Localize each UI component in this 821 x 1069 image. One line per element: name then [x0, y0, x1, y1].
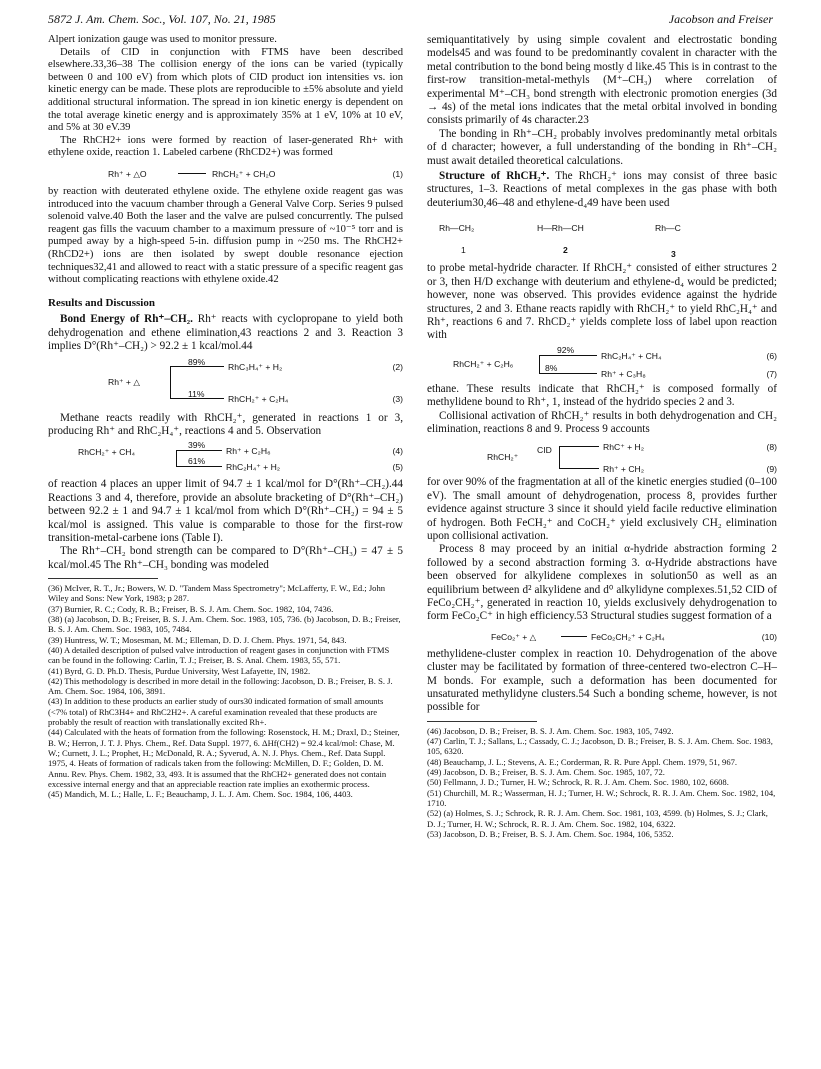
- paragraph: Rh⁺ reacts with cyclopropane to yield both dehydrogenation and ethene elimination,43 reactions 2 and 3. Reaction 3 implies D°(Rh⁺–CH₂) > 92.2 ± 1 kcal/mol.44: [48, 313, 403, 353]
- paragraph: ethane. These results indicate that RhCH₂⁺ is composed formally of methylidene bound to Rh⁺, 1, instead of the hydrido species 2 and 3.: [427, 382, 777, 409]
- equation-4-5: [48, 438, 403, 478]
- footnote: (38) (a) Jacobson, D. B.; Freiser, B. S. J. Am. Chem. Soc. 1983, 105, 736. (b) Jacobson, D. B.; Freiser, B. S. J. Am. Chem. Soc. 1983, 105, 7484.: [48, 614, 401, 635]
- footnote: (43) In addition to these products an earlier study of ours30 indicated formation of small amounts (<7% total) of RhC3H4+ and RhC2H2+. A careful examination revealed that these products are probably the result of reaction with translationally excited Rh+.: [48, 696, 384, 728]
- reaction-arrow: [178, 173, 206, 174]
- footnote: (46) Jacobson, D. B.; Freiser, B. S. J. Am. Chem. Soc. 1983, 105, 7492.: [427, 725, 674, 736]
- reaction-arrow: [559, 468, 599, 469]
- footnote: (50) Fellmann, J. D.; Turner, H. W.; Schrock, R. R. J. Am. Chem. Soc. 1980, 102, 6608.: [427, 777, 729, 788]
- footnote-divider: [427, 721, 537, 722]
- eq1-reactants: Rh⁺ + △O: [108, 168, 147, 179]
- paragraph: The bonding in Rh⁺–CH₂ probably involves predominantly metal orbitals of d character; however, a full understanding of the bonding in Rh⁺–CH₂ must await detailed theoretical calculations.: [427, 127, 777, 167]
- paragraph: to probe metal-hydride character. If RhCH₂⁺ consisted of either structures 2 or 3, then H/D exchange with deuterium and ethylene-d₄ would be predicted; however, none was observed. This provides evidence against the hydride structures, 2 and 3. Ethane reacts rapidly with RhCH₂⁺ to yield RhC₂H₄⁺ and Rh⁺, reactions 6 and 7. RhCD₂⁺ yields complete loss of label upon reaction with: [427, 262, 777, 342]
- paragraph: by reaction with deuterated ethylene oxide. The ethylene oxide reagent gas was introduced into the vacuum chamber through a General Valve Corp. Series 9 pulsed solenoid valve.40 Both the laser and the valve are pulsed concurrently. The pulsed reagent gas fills the vacuum chamber to a maximum pressure of ~10⁻⁵ torr and is pumped away by a high-speed 5-in. diffusion pump in ~250 ms. The RhCH2+ (RhCD2+) ions are then isolated by swept double resonance ejection techniques32,41 and allowed to react with a static pressure of a specific reagent gas without complicating reactions with ethylene oxide.42: [48, 185, 403, 286]
- header-authors: Jacobson and Freiser: [668, 12, 773, 26]
- footnote: (36) McIver, R. T., Jr.; Bowers, W. D. "Tandem Mass Spectrometry"; McLafferty, F. W., Ed.; John Wiley and Sons: New York, 1983; p 287.: [48, 583, 386, 604]
- paragraph: Details of CID in conjunction with FTMS have been described elsewhere.33,36–38 The collision energy of the ions can be varied (typically between 0 and 100 eV) from which plots of CID product ion intensities vs. ion kinetic energy can be made. These plots are reproducible to ±5% absolute and yield additional structural information. The spread in ion kinetic energy is dependent on the total average kinetic energy and is approximately 35% at 1 eV, 10% at 10 eV, and 5% at 30 eV.39: [48, 46, 403, 134]
- eq4-products: Rh⁺ + C₂H₆: [226, 446, 271, 457]
- subsection-title: Structure of RhCH₂⁺.: [439, 170, 550, 183]
- reaction-arrow: [561, 636, 587, 637]
- branch-line: [176, 450, 177, 466]
- paragraph: The RhCH₂⁺ ions may consist of three basic structures, 1–3. Reactions of metal complexes in the gas phase with both deuterium30,46–48 and ethylene-d₄49 have been used: [427, 170, 777, 209]
- eq1-products: RhCH₂⁺ + CH₂O: [212, 168, 276, 179]
- eq5-percent: 61%: [188, 456, 206, 467]
- footnote: (37) Burnier, R. C.; Cody, R. B.; Freiser, B. S. J. Am. Chem. Soc. 1982, 104, 7436.: [48, 603, 334, 614]
- footnote-divider: [48, 578, 158, 579]
- eq5-number: (5): [392, 462, 403, 473]
- eq1-number: (1): [392, 168, 403, 179]
- paragraph: for over 90% of the fragmentation at all of the kinetic energies studied (0–100 eV). The small amount of dehydrogenation, process 8, provides further evidence against structure 3 since it should yield facile reductive elimination of hydrogen. Both FeCH₂⁺ and CoCH₂⁺ yield exclusively CH₂ elimination upon collisional activation.: [427, 476, 777, 542]
- paragraph: The Rh⁺–CH₂ bond strength can be compared to D°(Rh⁺–CH₃) = 47 ± 5 kcal/mol.45 The Rh⁺–CH₃ bonding was modeled: [48, 545, 403, 571]
- eq4-number: (4): [392, 446, 403, 457]
- eq6-products: RhC₂H₄⁺ + CH₄: [601, 350, 662, 361]
- footnote: (39) Huntress, W. T.; Mosesman, M. M.; Elleman, D. D. J. Chem. Phys. 1971, 54, 843.: [48, 634, 347, 645]
- structure-1: Rh—CH₂: [439, 223, 475, 234]
- eq2-percent: 89%: [188, 356, 206, 367]
- branch-line: [539, 355, 540, 373]
- eq23-reactants: Rh⁺ + △: [108, 376, 140, 387]
- footnote: (47) Carlin, T. J.; Sallans, L.; Cassady, C. J.; Jacobson, D. B.; Freiser, B. S. J. Am. Chem. Soc. 1983, 105, 6320.: [427, 736, 773, 757]
- equation-2-3: [48, 354, 403, 412]
- eq3-number: (3): [392, 393, 403, 404]
- structure-2-label: 2: [563, 245, 568, 256]
- footnote: (49) Jacobson, D. B.; Freiser, B. S. J. Am. Chem. Soc. 1985, 107, 72.: [427, 767, 665, 778]
- structure-1-label: 1: [461, 245, 466, 256]
- equation-8-9: [427, 436, 777, 476]
- paragraph: methylidene-cluster complex in reaction 10. Dehydrogenation of the above cluster may be facilitated by formation of three-centered two-electron C–H–M bonds. For example, such a deformation has been documented for unsaturated methylidyne clusters.54 Such a bonding scheme, however, is not possible for: [427, 647, 777, 714]
- eq9-products: Rh⁺ + CH₂: [603, 464, 645, 475]
- paragraph: semiquantitatively by using simple covalent and electrostatic bonding models45 and was found to be predominantly covalent in character with the metal contribution to the bond being mostly d like.45 This is in contrast to the first-row transition-metal-methyls (M⁺–CH₃) where correlation of experimental M⁺–CH₃ bond strength with electronic promotion energies (3d → 4s) of the metal ions indicates that the metal orbital involved in bonding consists primarily of 4s character.23: [427, 34, 777, 127]
- equation-10: [427, 624, 777, 648]
- eq4-percent: 39%: [188, 440, 206, 451]
- paragraph: Process 8 may proceed by an initial α-hydride abstraction forming 2 followed by a second abstraction forming 3. α-Hydride abstractions have been observed for alkylidene complexes in solution50 as well as an equilibrium between d² alkylidene and d⁰ alkylidyne complexes.51,52 CID of FeCo₂CH₂⁺, generated in reaction 10, yields exclusively dehydrogenation to form FeCo₂C⁺ in high efficiency.53 Structural studies suggest formation of a: [427, 543, 777, 623]
- eq89-reactant: RhCH₂⁺: [487, 452, 519, 463]
- paragraph: Alpert ionization gauge was used to monitor pressure.: [48, 34, 277, 45]
- right-column: [427, 34, 777, 839]
- eq6-number: (6): [766, 350, 777, 361]
- paragraph: of reaction 4 places an upper limit of 94.7 ± 1 kcal/mol for D°(Rh⁺–CH₂).44 Reactions 3 and 4, therefore, provide an absolute bracketing of D°(Rh⁺–CH₂) between 92.2 ± 1 and 94.7 ± 1 kcal/mol from which D°(Rh⁺–CH₂) = 94 ± 5 kcal/mol is assigned. This value is comparable to those for the first-row transition-metal-carbene ions (Table I).: [48, 478, 403, 544]
- eq9-number: (9): [766, 464, 777, 475]
- footnote: (53) Jacobson, D. B.; Freiser, B. S. J. Am. Chem. Soc. 1984, 106, 5352.: [427, 828, 674, 839]
- eq3-percent: 11%: [188, 388, 205, 399]
- eq7-products: Rh⁺ + C₃H₈: [601, 368, 646, 379]
- eq8-number: (8): [766, 442, 777, 453]
- header-citation: 5872 J. Am. Chem. Soc., Vol. 107, No. 21, 1985: [48, 12, 276, 26]
- footnotes-right: [427, 726, 777, 839]
- equation-1: [48, 160, 403, 186]
- left-column: [48, 34, 403, 799]
- footnote: (52) (a) Holmes, S. J.; Schrock, R. R. J. Am. Chem. Soc. 1981, 103, 4599. (b) Holmes, S. J.; Clark, D. J.; Turner, H. W.; Schrock, R. R. J. Am. Chem. Soc. 1982, 104, 6322.: [427, 808, 768, 829]
- footnote: (48) Beauchamp, J. L.; Stevens, A. E.; Corderman, R. R. Pure Appl. Chem. 1979, 51, 967.: [427, 756, 738, 767]
- structures-1-3: [427, 210, 777, 262]
- equation-6-7: [427, 343, 777, 383]
- cid-label: CID: [537, 445, 552, 456]
- structure-3: Rh—C: [655, 223, 681, 234]
- subsection-title: Bond Energy of Rh⁺–CH₂.: [60, 313, 193, 326]
- footnotes-left: [48, 583, 403, 799]
- eq10-products: FeCo₂CH₂⁺ + C₂H₄: [591, 631, 665, 642]
- paragraph: Methane reacts readily with RhCH₂⁺, generated in reactions 1 or 3, producing Rh⁺ and RhC₂H₄⁺, reactions 4 and 5. Observation: [48, 411, 403, 437]
- structure-2: H—Rh—CH: [537, 223, 584, 234]
- reaction-arrow: [559, 446, 599, 447]
- footnote: (42) This methodology is described in more detail in the following: Jacobson, D. B.; Freiser, B. S. J. Am. Chem. Soc. 1984, 106, 3891.: [48, 675, 393, 697]
- eq2-products: RhC₃H₄⁺ + H₂: [228, 361, 283, 372]
- structure-3-label: 3: [671, 249, 676, 260]
- eq10-reactants: FeCo₂⁺ + △: [491, 631, 537, 642]
- footnote: (41) Byrd, G. D. Ph.D. Thesis, Purdue University, West Lafayette, IN, 1982.: [48, 665, 311, 676]
- section-heading: Results and Discussion: [48, 296, 155, 309]
- branch-line: [170, 366, 171, 398]
- eq5-products: RhC₂H₄⁺ + H₂: [226, 462, 281, 473]
- paragraph: Collisional activation of RhCH₂⁺ results in both dehydrogenation and CH₂ elimination, reactions 8 and 9. Process 9 accounts: [427, 409, 777, 435]
- eq8-products: RhC⁺ + H₂: [603, 442, 645, 453]
- footnote: (51) Churchill, M. R.; Wasserman, H. J.; Turner, H. W.; Schrock, R. R. J. Am. Chem. Soc. 1982, 104, 1710.: [427, 787, 776, 808]
- footnote: (44) Calculated with the heats of formation from the following: Rosenstock, H. M.; Draxl, D.; Steiner, B. W.; Herron, J. T. J. Phys. Chem., Ref. Data Suppl. 1977, 6. ΔHf(CH2) = 92.4 kcal/mol: Chase, M. W.; Curnett, J. L.; Prophet, H.; McDonald, R. A.; Syverud, A. N. J. Phys. Chem., Ref. Data Suppl. 1975, 4. Heats of formation of radicals taken from the following: McMillen, D. F.; Golden, D. M. Annu. Rev. Phys. Chem. 1982, 33, 493. It is assumed that the RhCH2+ generated does not contain excessive internal energy and that an appreciable reaction rate implies an exothermic process.: [48, 727, 400, 789]
- eq67-reactants: RhCH₂⁺ + C₂H₆: [453, 358, 514, 369]
- paragraph: The RhCH2+ ions were formed by reaction of laser-generated Rh+ with ethylene oxide, reaction 1. Labeled carbene (RhCD2+) was formed: [48, 134, 403, 159]
- eq10-number: (10): [761, 631, 777, 642]
- eq6-percent: 92%: [557, 344, 575, 355]
- eq7-percent: 8%: [545, 362, 558, 373]
- eq2-number: (2): [392, 361, 403, 372]
- footnote: (45) Mandich, M. L.; Halle, L. F.; Beauchamp, J. L. J. Am. Chem. Soc. 1984, 106, 4403.: [48, 789, 353, 800]
- footnote: (40) A detailed description of pulsed valve introduction of reagent gases in conjunction with FTMS can be found in the following: Carlin, T. J.; Freiser, B. S. Anal. Chem. 1983, 55, 571.: [48, 644, 390, 666]
- branch-line: [559, 446, 560, 468]
- eq3-products: RhCH₂⁺ + C₂H₄: [228, 393, 289, 404]
- eq7-number: (7): [766, 368, 777, 379]
- eq45-reactants: RhCH₂⁺ + CH₄: [78, 447, 135, 458]
